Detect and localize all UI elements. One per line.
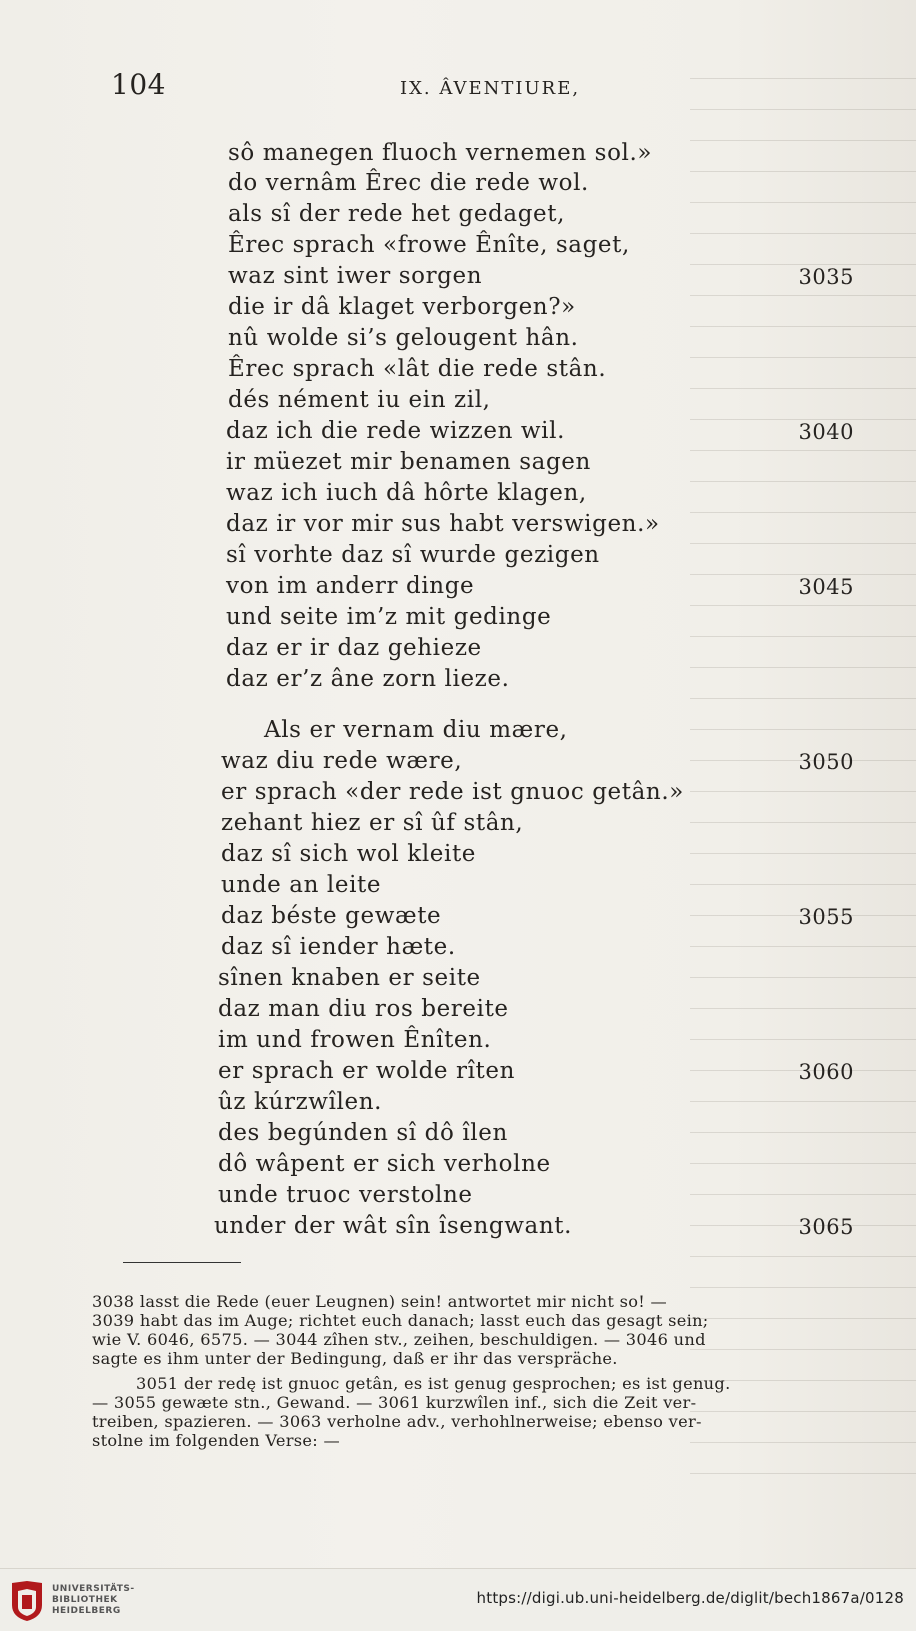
footnote-line: 3039 habt das im Auge; richtet euch danach; lasst euch das gesagt sein; bbox=[92, 1311, 709, 1330]
verse-line: under der wât sîn îsengwant. bbox=[214, 1213, 573, 1239]
verse-line: ûz kúrzwîlen. bbox=[218, 1089, 383, 1115]
page-number: 104 bbox=[111, 68, 166, 101]
verse-line: unde truoc verstolne bbox=[218, 1182, 473, 1208]
verse-line: dés nément iu ein zil, bbox=[228, 387, 491, 413]
verse-line: von im anderr dinge bbox=[226, 573, 475, 599]
verse-line: daz sî sich wol kleite bbox=[221, 841, 477, 867]
verse-line: daz ich die rede wizzen wil. bbox=[226, 418, 566, 444]
verse-line: unde an leite bbox=[221, 872, 382, 898]
verse-line: do vernâm Êrec die rede wol. bbox=[228, 170, 589, 196]
viewer-footer bbox=[0, 1568, 916, 1631]
verse-line: daz er’z âne zorn lieze. bbox=[226, 666, 510, 692]
footnote-line: 3038 lasst die Rede (euer Leugnen) sein! antwortet mir nicht so! — bbox=[92, 1292, 667, 1311]
university-seal-icon bbox=[10, 1579, 44, 1623]
verse-line: zehant hiez er sî ûf stân, bbox=[221, 810, 524, 836]
line-number: 3060 bbox=[798, 1060, 854, 1084]
footnote-line: sagte es ihm unter der Bedingung, daß er ihr das verspräche. bbox=[92, 1349, 618, 1368]
library-name bbox=[52, 1584, 135, 1617]
footnote-line: 3051 der redę ist gnuoc getân, es ist genug gesprochen; es ist genug. bbox=[136, 1374, 731, 1393]
verse-line: sî vorhte daz sî wurde gezigen bbox=[226, 542, 600, 568]
verse-line: Êrec sprach «lât die rede stân. bbox=[228, 356, 607, 382]
verse-line: er sprach er wolde rîten bbox=[218, 1058, 516, 1084]
verse-line: waz sint iwer sorgen bbox=[228, 263, 483, 289]
verse-line: Als er vernam diu mære, bbox=[264, 717, 568, 743]
verse-line: daz ir vor mir sus habt verswigen.» bbox=[226, 511, 660, 537]
verse-line: Êrec sprach «frowe Ênîte, saget, bbox=[228, 232, 630, 258]
verse-line: sînen knaben er seite bbox=[218, 965, 481, 991]
verse-line: und seite im’z mit gedinge bbox=[226, 604, 552, 630]
page-header bbox=[0, 68, 916, 108]
running-title: IX. ÂVENTIURE, bbox=[400, 78, 581, 99]
verse-line: sô manegen fluoch vernemen sol.» bbox=[228, 140, 653, 166]
footnote-line: — 3055 gewæte stn., Gewand. — 3061 kurzwîlen inf., sich die Zeit ver- bbox=[92, 1393, 697, 1412]
line-number: 3035 bbox=[798, 265, 854, 289]
footnote-line: wie V. 6046, 6575. — 3044 zîhen stv., zeihen, beschuldigen. — 3046 und bbox=[92, 1330, 706, 1349]
library-name-line: HEIDELBERG bbox=[52, 1606, 121, 1616]
verse-line: die ir dâ klaget verborgen?» bbox=[228, 294, 576, 320]
library-name-line: UNIVERSITÄTS- bbox=[52, 1584, 135, 1594]
verse-line: waz ich iuch dâ hôrte klagen, bbox=[226, 480, 587, 506]
verse-line: des begúnden sî dô îlen bbox=[218, 1120, 508, 1146]
line-number: 3045 bbox=[798, 575, 854, 599]
verse-line: daz man diu ros bereite bbox=[218, 996, 509, 1022]
verse-line: daz béste gewæte bbox=[221, 903, 442, 929]
verse-line: daz er ir daz gehieze bbox=[226, 635, 482, 661]
line-number: 3055 bbox=[798, 905, 854, 929]
line-number: 3040 bbox=[798, 420, 854, 444]
library-name-line: BIBLIOTHEK bbox=[52, 1595, 118, 1605]
permalink-url[interactable]: https://digi.ub.uni-heidelberg.de/diglit/bech1867a/0128 bbox=[476, 1589, 904, 1607]
verse-line: waz diu rede wære, bbox=[221, 748, 463, 774]
line-number: 3050 bbox=[798, 750, 854, 774]
footnote-line: stolne im folgenden Verse: — bbox=[92, 1431, 340, 1450]
verse-line: daz sî iender hæte. bbox=[221, 934, 456, 960]
line-number: 3065 bbox=[798, 1215, 854, 1239]
footnote-line: treiben, spazieren. — 3063 verholne adv., verhohlnerweise; ebenso ver- bbox=[92, 1412, 702, 1431]
verse-line: er sprach «der rede ist gnuoc getân.» bbox=[221, 779, 684, 805]
footnote-rule bbox=[123, 1262, 241, 1263]
verse-line: als sî der rede het gedaget, bbox=[228, 201, 565, 227]
verse-line: nû wolde si’s gelougent hân. bbox=[228, 325, 579, 351]
verse-line: im und frowen Ênîten. bbox=[218, 1027, 492, 1053]
verse-line: dô wâpent er sich verholne bbox=[218, 1151, 551, 1177]
verse-line: ir müezet mir benamen sagen bbox=[226, 449, 591, 475]
